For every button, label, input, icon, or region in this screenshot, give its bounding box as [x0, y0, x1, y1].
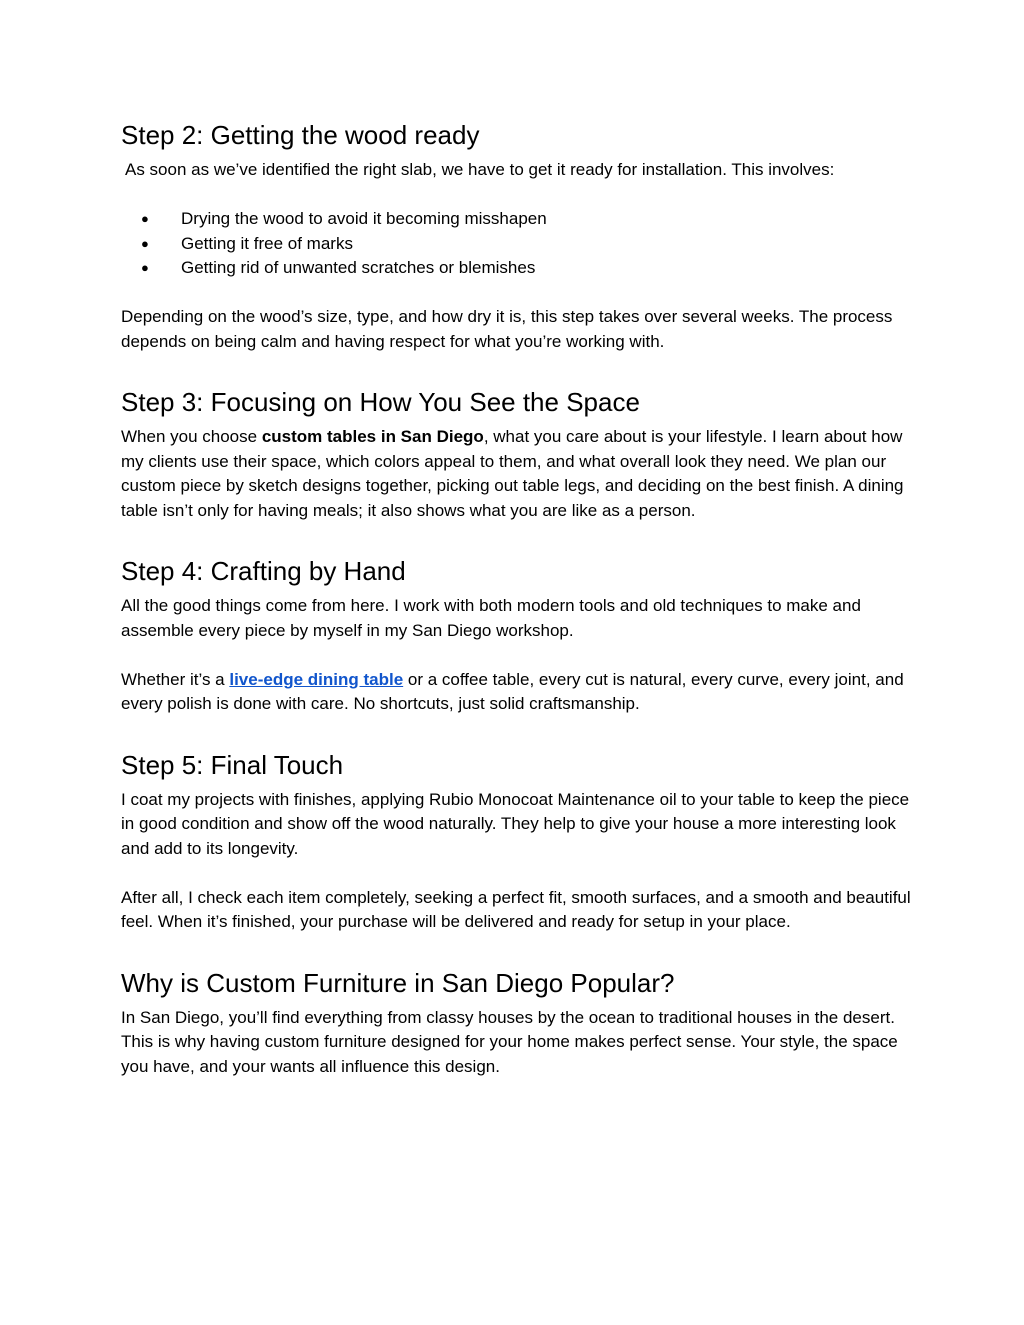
step-5-heading: Step 5: Final Touch	[121, 749, 344, 780]
step-5-paragraph-2: After all, I check each item completely, seeking a perfect fit, smooth surfaces, and a smooth and beautiful feel. When it’s finished, your purchase will be delivered and ready for setup in your place.	[121, 887, 911, 931]
why-paragraph: In San Diego, you’ll find everything from classy houses by the ocean to traditional houses in the desert. This is why having custom furniture designed for your home makes perfect sense. Your style, the space you have, and your wants all influence this design.	[121, 1007, 898, 1076]
section-step-3	[121, 385, 911, 523]
section-step-2	[121, 118, 911, 354]
step-5-paragraph-1: I coat my projects with finishes, applying Rubio Monocoat Maintenance oil to your table to keep the piece in good condition and show off the wood naturally. They help to give your house a more interesting look and add to its longevity.	[121, 789, 910, 858]
step-4-paragraph-2: Whether it’s a live-edge dining table or a coffee table, every cut is natural, every curve, every joint, and every polish is done with care. No shortcuts, just solid craftsmanship.	[121, 669, 904, 713]
step-3-heading: Step 3: Focusing on How You See the Space	[121, 387, 640, 417]
section-why-popular	[121, 966, 911, 1080]
list-item: ● Getting rid of unwanted scratches or blemishes	[121, 256, 911, 281]
step-3-paragraph: When you choose custom tables in San Diego, what you care about is your lifestyle. I learn about how my clients use their space, which colors appeal to them, and what overall look they need. We plan our custom piece by sketch designs together, picking out table legs, and deciding on the best finish. A dining table isn’t only for having meals; it also shows what you are like as a person.	[121, 427, 904, 520]
document-page	[121, 118, 911, 1079]
bullet-icon: ●	[141, 211, 149, 226]
bullet-icon: ●	[141, 260, 149, 275]
step-4-heading: Step 4: Crafting by Hand	[121, 556, 406, 586]
step-2-closing: Depending on the wood’s size, type, and how dry it is, this step takes over several weeks. The process depends on being calm and having respect for what you’re working with.	[121, 307, 893, 351]
section-step-5	[121, 748, 911, 935]
step-2-bullet-list	[121, 207, 911, 281]
list-item: ● Drying the wood to avoid it becoming misshapen	[121, 207, 911, 232]
section-step-4	[121, 554, 911, 717]
step-2-heading: Step 2: Getting the wood ready	[121, 120, 480, 150]
live-edge-dining-table-link[interactable]: live-edge dining table	[229, 669, 404, 689]
custom-tables-bold: custom tables in San Diego	[261, 427, 484, 446]
bullet-icon: ●	[141, 235, 149, 251]
step-4-paragraph-1: All the good things come from here. I work with both modern tools and old techniques to make and assemble every piece by myself in my San Diego workshop.	[121, 596, 861, 640]
list-item: ● Getting it free of marks	[121, 232, 911, 257]
step-2-intro: As soon as we’ve identified the right slab, we have to get it ready for installation. This involves:	[125, 160, 835, 179]
why-heading: Why is Custom Furniture in San Diego Popular?	[121, 967, 675, 998]
